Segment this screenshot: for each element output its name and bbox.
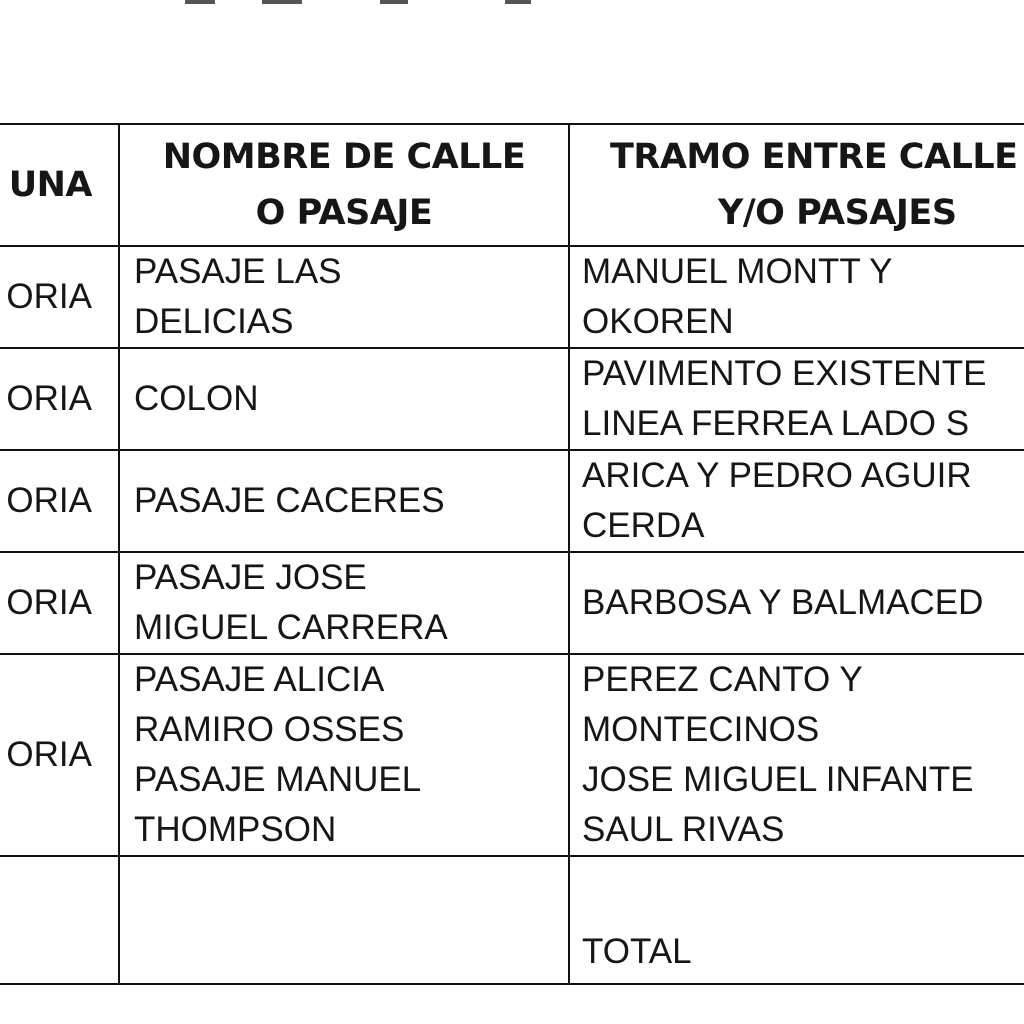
tramo-line: SAUL RIVAS — [582, 810, 785, 849]
tramo-cell — [569, 246, 1024, 348]
header-comuna: UNA — [0, 124, 119, 246]
calle-line: PASAJE CACERES — [134, 481, 445, 520]
scan-specks — [0, 0, 1024, 12]
header-calle-line1: NOMBRE DE CALLE — [162, 137, 526, 177]
calle-line: COLON — [134, 379, 259, 418]
calle-cell — [119, 552, 569, 654]
comuna-cell: ORIA — [0, 450, 119, 552]
comuna-cell: ORIA — [0, 552, 119, 654]
comuna-cell: ORIA — [0, 246, 119, 348]
tramo-line: JOSE MIGUEL INFANTE — [582, 760, 974, 799]
tramo-line: PEREZ CANTO Y — [582, 660, 863, 699]
header-tramo — [569, 124, 1024, 246]
tramo-line: ARICA Y PEDRO AGUIR — [582, 456, 972, 495]
comuna-cell: ORIA — [0, 654, 119, 856]
table-row — [0, 552, 1024, 654]
calle-line: PASAJE MANUEL — [134, 760, 422, 799]
calle-cell — [119, 246, 569, 348]
comuna-cell — [0, 856, 119, 984]
header-tramo-line1: TRAMO ENTRE CALLE — [610, 137, 1018, 177]
header-tramo-line2: Y/O PASAJES — [718, 193, 957, 233]
header-calle-line2: O PASAJE — [255, 193, 433, 233]
table-row — [0, 654, 1024, 856]
tramo-line: BARBOSA Y BALMACED — [582, 583, 984, 622]
tramo-cell — [569, 654, 1024, 856]
tramo-line: PAVIMENTO EXISTENTE — [582, 354, 987, 393]
calle-cell — [119, 654, 569, 856]
total-label: TOTAL — [569, 856, 1024, 984]
table-header-row — [0, 124, 1024, 246]
calle-cell — [119, 450, 569, 552]
table-row — [0, 348, 1024, 450]
table-row — [0, 450, 1024, 552]
calle-line: PASAJE JOSE — [134, 558, 367, 597]
tramo-cell — [569, 348, 1024, 450]
comuna-cell: ORIA — [0, 348, 119, 450]
streets-table — [0, 123, 1024, 985]
calle-cell — [119, 856, 569, 984]
table-row-total — [0, 856, 1024, 984]
calle-line: PASAJE ALICIA — [134, 660, 385, 699]
tramo-line: LINEA FERREA LADO S — [582, 404, 970, 443]
calle-line: THOMPSON — [134, 810, 337, 849]
calle-line: DELICIAS — [134, 302, 294, 341]
tramo-line: MONTECINOS — [582, 710, 820, 749]
tramo-cell — [569, 450, 1024, 552]
table-row — [0, 246, 1024, 348]
tramo-line: OKOREN — [582, 302, 734, 341]
calle-cell — [119, 348, 569, 450]
tramo-line: CERDA — [582, 506, 705, 545]
calle-line: MIGUEL CARRERA — [134, 608, 448, 647]
calle-line: RAMIRO OSSES — [134, 710, 405, 749]
tramo-cell — [569, 552, 1024, 654]
header-calle — [119, 124, 569, 246]
calle-line: PASAJE LAS — [134, 252, 342, 291]
tramo-line: MANUEL MONTT Y — [582, 252, 893, 291]
